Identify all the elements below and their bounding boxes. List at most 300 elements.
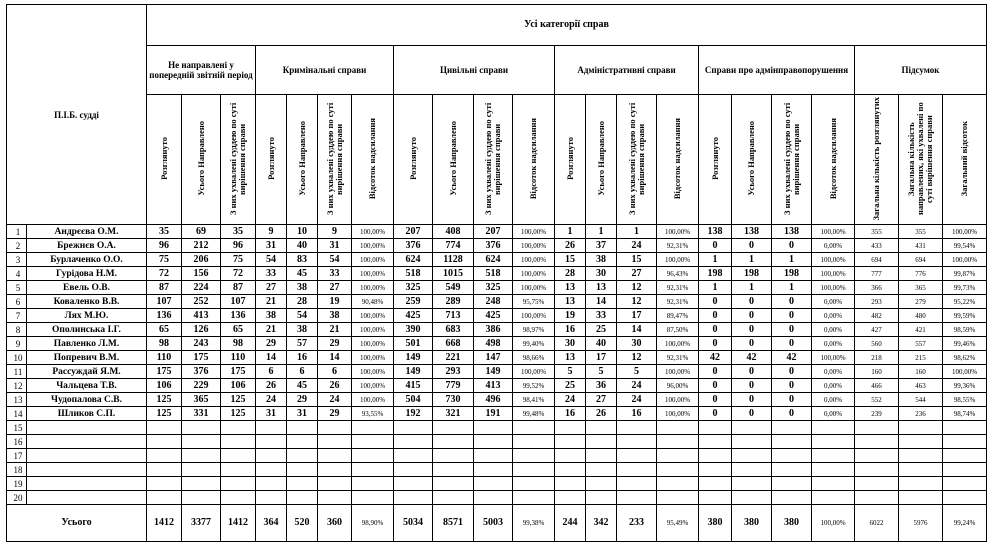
table-cell xyxy=(812,491,855,505)
table-cell: 42 xyxy=(772,351,812,365)
table-cell: 498 xyxy=(474,337,513,351)
table-cell xyxy=(617,491,657,505)
table-cell xyxy=(221,477,256,491)
table-cell xyxy=(943,449,987,463)
table-cell xyxy=(617,435,657,449)
table-cell: 89,47% xyxy=(657,309,699,323)
table-cell xyxy=(555,449,586,463)
judge-name: Евель О.В. xyxy=(27,281,147,295)
table-cell: 99,40% xyxy=(513,337,555,351)
table-row xyxy=(7,295,987,309)
table-cell: 57 xyxy=(287,337,318,351)
table-cell: 24 xyxy=(555,393,586,407)
sub-header-sub-reviewed xyxy=(555,95,586,225)
table-cell xyxy=(732,421,772,435)
table-cell: 95,75% xyxy=(513,295,555,309)
table-cell: 72 xyxy=(221,267,256,281)
table-cell: 147 xyxy=(474,351,513,365)
table-cell xyxy=(352,491,394,505)
table-cell: 425 xyxy=(474,309,513,323)
sub-header-label: З них ухвалені суддею по суті вирішення справи xyxy=(228,102,247,215)
sub-header-sub-percent xyxy=(812,95,855,225)
table-cell: 552 xyxy=(855,393,899,407)
sub-header-sub-of-them xyxy=(772,95,812,225)
table-cell: 100,00% xyxy=(352,393,394,407)
all-categories-header: Усі категорії справ xyxy=(147,5,987,46)
sub-header-sum-total-sent xyxy=(899,95,943,225)
table-cell xyxy=(147,421,182,435)
table-cell: 386 xyxy=(474,323,513,337)
table-cell: 100,00% xyxy=(657,225,699,239)
total-cell: 1412 xyxy=(147,505,182,542)
table-cell: 30 xyxy=(586,267,617,281)
table-cell: 31 xyxy=(318,239,352,253)
table-cell xyxy=(256,435,287,449)
table-cell: 0 xyxy=(732,393,772,407)
sub-header-sub-percent xyxy=(352,95,394,225)
table-cell xyxy=(394,463,433,477)
table-row xyxy=(7,491,987,505)
sub-header-label: Розглянуто xyxy=(407,137,418,180)
judge-name-header: П.І.Б. судді xyxy=(7,5,147,225)
table-cell xyxy=(772,491,812,505)
table-cell: 1 xyxy=(699,253,732,267)
sub-header-label: Загальна кількість направлених, які ухвалені по суті вирішення справи xyxy=(906,102,934,215)
table-cell: 694 xyxy=(855,253,899,267)
table-cell xyxy=(318,421,352,435)
table-cell xyxy=(555,477,586,491)
total-cell: 244 xyxy=(555,505,586,542)
table-cell xyxy=(352,477,394,491)
table-cell: 1 xyxy=(772,281,812,295)
table-cell xyxy=(287,421,318,435)
table-cell xyxy=(182,477,221,491)
table-cell: 15 xyxy=(617,253,657,267)
table-cell xyxy=(352,463,394,477)
table-cell xyxy=(812,477,855,491)
table-cell: 175 xyxy=(221,365,256,379)
table-cell xyxy=(812,449,855,463)
table-cell: 26 xyxy=(256,379,287,393)
table-cell: 99,87% xyxy=(943,267,987,281)
table-cell: 100,00% xyxy=(352,239,394,253)
table-row xyxy=(7,267,987,281)
table-cell xyxy=(394,491,433,505)
table-cell xyxy=(394,421,433,435)
table-cell xyxy=(433,421,474,435)
table-cell: 87 xyxy=(221,281,256,295)
table-cell: 198 xyxy=(732,267,772,281)
judge-name: Ополинська І.Г. xyxy=(27,323,147,337)
table-cell: 26 xyxy=(318,379,352,393)
total-cell: 364 xyxy=(256,505,287,542)
table-cell: 501 xyxy=(394,337,433,351)
table-cell: 16 xyxy=(555,323,586,337)
table-cell xyxy=(586,421,617,435)
sub-header-label: Розглянуто xyxy=(158,137,169,180)
group-header-summary: Підсумок xyxy=(855,46,987,95)
table-cell: 160 xyxy=(899,365,943,379)
table-cell: 0 xyxy=(732,379,772,393)
table-cell: 0 xyxy=(699,365,732,379)
table-cell: 65 xyxy=(221,323,256,337)
table-cell: 100,00% xyxy=(943,365,987,379)
table-cell: 15 xyxy=(555,253,586,267)
total-cell: 342 xyxy=(586,505,617,542)
table-cell xyxy=(318,449,352,463)
table-cell: 138 xyxy=(732,225,772,239)
table-cell: 0,00% xyxy=(812,379,855,393)
table-cell xyxy=(147,477,182,491)
table-cell xyxy=(586,463,617,477)
table-cell: 107 xyxy=(147,295,182,309)
table-cell: 25 xyxy=(586,323,617,337)
table-cell: 560 xyxy=(855,337,899,351)
judges-report-table xyxy=(6,4,987,542)
judge-name: Бурлаченко О.О. xyxy=(27,253,147,267)
table-cell xyxy=(772,477,812,491)
table-cell: 1128 xyxy=(433,253,474,267)
table-cell xyxy=(943,435,987,449)
table-cell: 100,00% xyxy=(943,253,987,267)
table-cell: 433 xyxy=(855,239,899,253)
table-cell: 1 xyxy=(732,281,772,295)
table-cell: 19 xyxy=(318,295,352,309)
table-cell: 106 xyxy=(221,379,256,393)
table-cell: 100,00% xyxy=(513,309,555,323)
table-cell: 321 xyxy=(433,407,474,421)
table-cell: 138 xyxy=(699,225,732,239)
table-cell: 21 xyxy=(318,323,352,337)
table-cell: 98,74% xyxy=(943,407,987,421)
judge-name xyxy=(27,449,147,463)
table-cell xyxy=(943,491,987,505)
table-row xyxy=(7,463,987,477)
table-cell: 6 xyxy=(287,365,318,379)
table-cell xyxy=(318,463,352,477)
table-cell: 27 xyxy=(318,281,352,295)
table-cell xyxy=(318,435,352,449)
table-cell: 45 xyxy=(287,267,318,281)
table-cell: 14 xyxy=(256,351,287,365)
table-cell: 14 xyxy=(617,323,657,337)
table-cell xyxy=(699,435,732,449)
row-number: 13 xyxy=(7,393,27,407)
table-cell: 0,00% xyxy=(812,309,855,323)
table-cell xyxy=(555,435,586,449)
sub-header-sub-sent xyxy=(287,95,318,225)
sub-header-label: Усього Направлено xyxy=(746,121,756,196)
table-cell xyxy=(732,491,772,505)
table-cell: 100,00% xyxy=(513,281,555,295)
table-cell: 482 xyxy=(855,309,899,323)
total-cell: 520 xyxy=(287,505,318,542)
table-cell xyxy=(812,463,855,477)
table-cell: 777 xyxy=(855,267,899,281)
table-cell: 110 xyxy=(221,351,256,365)
table-cell: 27 xyxy=(617,267,657,281)
table-cell xyxy=(182,449,221,463)
table-cell: 221 xyxy=(433,351,474,365)
table-cell: 107 xyxy=(221,295,256,309)
table-cell: 125 xyxy=(221,407,256,421)
table-cell: 0 xyxy=(699,323,732,337)
table-cell: 624 xyxy=(474,253,513,267)
table-cell: 26 xyxy=(586,407,617,421)
table-cell: 125 xyxy=(221,393,256,407)
table-cell xyxy=(394,477,433,491)
table-cell: 355 xyxy=(855,225,899,239)
table-cell: 98,41% xyxy=(513,393,555,407)
sub-header-label: Загальний відсоток xyxy=(959,120,969,197)
table-cell: 100,00% xyxy=(352,267,394,281)
judge-name: Коваленко В.В. xyxy=(27,295,147,309)
table-cell: 0 xyxy=(772,407,812,421)
table-cell xyxy=(586,491,617,505)
row-number: 17 xyxy=(7,449,27,463)
table-cell xyxy=(221,421,256,435)
table-cell xyxy=(182,491,221,505)
table-cell: 29 xyxy=(318,337,352,351)
table-cell: 0,00% xyxy=(812,323,855,337)
table-cell: 99,73% xyxy=(943,281,987,295)
table-cell: 100,00% xyxy=(513,239,555,253)
table-cell: 0,00% xyxy=(812,337,855,351)
sub-header-sub-of-them xyxy=(617,95,657,225)
table-cell: 207 xyxy=(394,225,433,239)
table-cell: 98,97% xyxy=(513,323,555,337)
table-cell: 87,50% xyxy=(657,323,699,337)
table-cell: 544 xyxy=(899,393,943,407)
table-cell xyxy=(287,435,318,449)
sub-header-sub-percent xyxy=(657,95,699,225)
total-cell: 233 xyxy=(617,505,657,542)
table-cell xyxy=(855,463,899,477)
table-cell: 27 xyxy=(586,393,617,407)
table-cell: 293 xyxy=(855,295,899,309)
sub-header-label: Розглянуто xyxy=(265,137,276,180)
table-cell xyxy=(256,449,287,463)
row-number: 5 xyxy=(7,281,27,295)
table-cell xyxy=(352,449,394,463)
table-cell xyxy=(433,435,474,449)
table-cell: 100,00% xyxy=(812,351,855,365)
table-cell: 1 xyxy=(586,225,617,239)
table-cell: 38 xyxy=(287,281,318,295)
table-cell xyxy=(318,477,352,491)
sub-header-sub-of-them xyxy=(318,95,352,225)
table-cell: 518 xyxy=(474,267,513,281)
table-cell: 100,00% xyxy=(812,253,855,267)
table-cell: 480 xyxy=(899,309,943,323)
table-cell xyxy=(943,463,987,477)
table-cell: 99,36% xyxy=(943,379,987,393)
table-cell: 100,00% xyxy=(943,225,987,239)
table-cell: 100,00% xyxy=(657,253,699,267)
table-cell: 248 xyxy=(474,295,513,309)
table-cell xyxy=(513,463,555,477)
row-number: 14 xyxy=(7,407,27,421)
table-row xyxy=(7,435,987,449)
table-cell: 331 xyxy=(182,407,221,421)
table-row xyxy=(7,239,987,253)
table-cell xyxy=(147,491,182,505)
table-cell: 236 xyxy=(899,407,943,421)
table-cell: 24 xyxy=(617,393,657,407)
table-cell: 92,31% xyxy=(657,295,699,309)
table-cell: 31 xyxy=(256,239,287,253)
total-cell: 360 xyxy=(318,505,352,542)
table-cell: 38 xyxy=(256,309,287,323)
total-cell: 3377 xyxy=(182,505,221,542)
table-cell xyxy=(221,449,256,463)
table-cell xyxy=(147,463,182,477)
judge-name: Чудопалова С.В. xyxy=(27,393,147,407)
row-number: 4 xyxy=(7,267,27,281)
row-number: 6 xyxy=(7,295,27,309)
table-cell: 198 xyxy=(772,267,812,281)
table-cell: 100,00% xyxy=(352,365,394,379)
table-cell: 29 xyxy=(256,337,287,351)
table-cell: 252 xyxy=(182,295,221,309)
table-cell: 668 xyxy=(433,337,474,351)
table-cell: 99,59% xyxy=(943,309,987,323)
table-cell xyxy=(657,491,699,505)
table-cell: 0 xyxy=(732,407,772,421)
judge-name: Брежнєв О.А. xyxy=(27,239,147,253)
table-cell: 156 xyxy=(182,267,221,281)
judge-name xyxy=(27,421,147,435)
sub-header-sub-percent xyxy=(513,95,555,225)
table-cell: 92,31% xyxy=(657,239,699,253)
table-cell: 694 xyxy=(899,253,943,267)
table-cell xyxy=(899,477,943,491)
table-cell: 293 xyxy=(433,365,474,379)
table-cell: 31 xyxy=(256,407,287,421)
table-cell: 0 xyxy=(732,239,772,253)
table-cell xyxy=(513,421,555,435)
table-cell xyxy=(474,435,513,449)
table-cell: 93,55% xyxy=(352,407,394,421)
sub-header-label: Відсоток надсилання xyxy=(367,117,377,200)
table-cell: 100,00% xyxy=(352,253,394,267)
table-cell: 38 xyxy=(586,253,617,267)
table-cell xyxy=(221,463,256,477)
sub-header-label: Усього Направлено xyxy=(595,121,606,196)
table-cell xyxy=(657,421,699,435)
table-cell: 100,00% xyxy=(812,225,855,239)
table-cell: 215 xyxy=(899,351,943,365)
table-row xyxy=(7,449,987,463)
table-cell xyxy=(657,477,699,491)
total-cell: 100,00% xyxy=(812,505,855,542)
table-cell: 33 xyxy=(318,267,352,281)
sub-header-label: Відсоток надсилання xyxy=(528,117,538,200)
table-cell: 0 xyxy=(772,295,812,309)
table-cell: 69 xyxy=(182,225,221,239)
sub-header-sub-of-them xyxy=(221,95,256,225)
table-cell: 100,00% xyxy=(657,365,699,379)
table-cell: 40 xyxy=(586,337,617,351)
table-cell: 1015 xyxy=(433,267,474,281)
table-cell: 54 xyxy=(287,309,318,323)
sub-header-label: Відсоток надсилання xyxy=(672,117,682,200)
table-cell xyxy=(394,435,433,449)
table-cell: 776 xyxy=(899,267,943,281)
table-cell: 28 xyxy=(555,267,586,281)
table-cell: 92,31% xyxy=(657,281,699,295)
table-cell xyxy=(147,449,182,463)
row-number: 11 xyxy=(7,365,27,379)
judge-name: Рассуждай Я.М. xyxy=(27,365,147,379)
table-cell xyxy=(182,463,221,477)
judge-name: Андрєєва О.М. xyxy=(27,225,147,239)
table-cell: 774 xyxy=(433,239,474,253)
table-cell xyxy=(732,435,772,449)
table-cell: 0,00% xyxy=(812,407,855,421)
table-cell xyxy=(855,491,899,505)
table-cell xyxy=(555,463,586,477)
table-cell: 149 xyxy=(394,365,433,379)
sub-header-sub-sent xyxy=(182,95,221,225)
table-row xyxy=(7,309,987,323)
table-cell xyxy=(899,421,943,435)
row-number: 9 xyxy=(7,337,27,351)
table-cell: 17 xyxy=(617,309,657,323)
table-cell xyxy=(586,449,617,463)
table-cell: 99,52% xyxy=(513,379,555,393)
table-cell: 54 xyxy=(318,253,352,267)
table-cell: 98,62% xyxy=(943,351,987,365)
table-cell xyxy=(772,449,812,463)
table-cell: 35 xyxy=(221,225,256,239)
table-cell: 0 xyxy=(772,323,812,337)
table-cell: 126 xyxy=(182,323,221,337)
table-row xyxy=(7,323,987,337)
table-row xyxy=(7,365,987,379)
judge-name xyxy=(27,463,147,477)
sub-header-sub-sent xyxy=(433,95,474,225)
table-cell: 24 xyxy=(617,379,657,393)
table-cell: 75 xyxy=(147,253,182,267)
table-cell: 65 xyxy=(147,323,182,337)
table-cell: 239 xyxy=(855,407,899,421)
table-cell: 463 xyxy=(899,379,943,393)
table-cell: 13 xyxy=(586,281,617,295)
table-cell: 100,00% xyxy=(352,323,394,337)
table-cell xyxy=(433,491,474,505)
table-cell xyxy=(855,449,899,463)
table-cell: 136 xyxy=(147,309,182,323)
table-cell xyxy=(352,435,394,449)
table-cell: 175 xyxy=(147,365,182,379)
table-cell xyxy=(617,421,657,435)
table-cell: 24 xyxy=(617,239,657,253)
table-row xyxy=(7,407,987,421)
table-cell xyxy=(513,449,555,463)
table-cell: 98,55% xyxy=(943,393,987,407)
judge-name: Павленко Л.М. xyxy=(27,337,147,351)
sub-header-sub-reviewed xyxy=(147,95,182,225)
group-header-criminal: Кримінальні справи xyxy=(256,46,394,95)
table-cell: 0 xyxy=(732,309,772,323)
table-cell: 100,00% xyxy=(657,407,699,421)
table-cell: 425 xyxy=(394,309,433,323)
table-row xyxy=(7,253,987,267)
table-cell xyxy=(474,449,513,463)
table-cell xyxy=(617,449,657,463)
sub-header-label: Відсоток надсилання xyxy=(827,117,838,200)
